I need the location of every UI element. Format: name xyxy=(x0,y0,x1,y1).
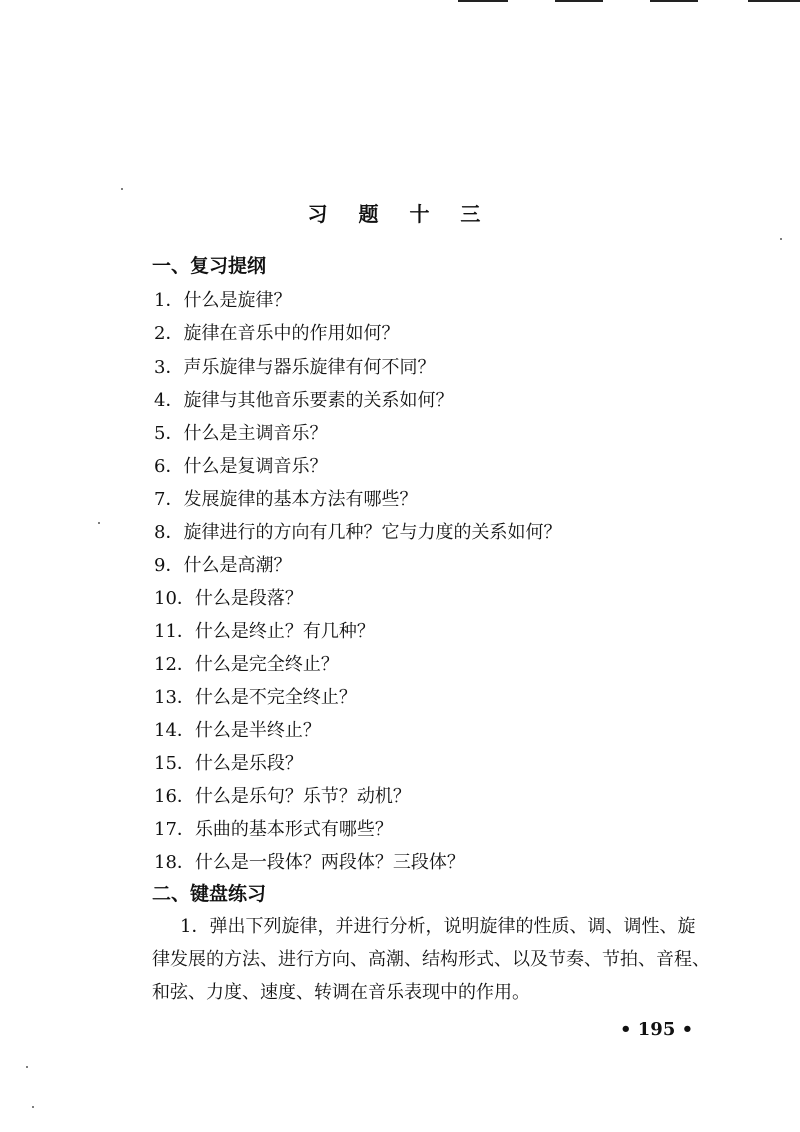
scan-speck xyxy=(121,188,123,190)
question-item: 11．什么是终止？有几种？ xyxy=(154,621,375,642)
scan-speck xyxy=(780,238,782,240)
question-item: 13．什么是不完全终止？ xyxy=(154,687,357,708)
question-item: 8．旋律进行的方向有几种？它与力度的关系如何？ xyxy=(154,522,562,543)
top-rule-4 xyxy=(748,0,800,2)
exercise-paragraph-line: 1．弹出下列旋律，并进行分析，说明旋律的性质、调、调性、旋 xyxy=(180,916,696,937)
question-item: 17．乐曲的基本形式有哪些？ xyxy=(154,819,393,840)
scan-speck xyxy=(32,1106,34,1108)
question-item: 2．旋律在音乐中的作用如何？ xyxy=(154,323,400,344)
question-item: 3．声乐旋律与器乐旋律有何不同？ xyxy=(154,357,436,378)
question-item: 14．什么是半终止？ xyxy=(154,720,321,741)
exercise-title: 习 题 十 三 xyxy=(307,202,493,226)
page-number: • 195 • xyxy=(620,1019,694,1040)
question-item: 18．什么是一段体？两段体？三段体？ xyxy=(154,852,465,873)
question-item: 12．什么是完全终止？ xyxy=(154,654,339,675)
exercise-paragraph-line: 和弦、力度、速度、转调在音乐表现中的作用。 xyxy=(152,982,530,1003)
scan-speck xyxy=(98,522,100,524)
question-item: 1．什么是旋律？ xyxy=(154,290,292,311)
question-item: 16．什么是乐句？乐节？动机？ xyxy=(154,786,411,807)
scan-speck xyxy=(26,1066,28,1068)
section-heading-keyboard-practice: 二、键盘练习 xyxy=(152,883,267,905)
question-item: 15．什么是乐段？ xyxy=(154,753,303,774)
exercise-paragraph-line: 律发展的方法、进行方向、高潮、结构形式、以及节奏、节拍、音程、 xyxy=(152,949,710,970)
question-item: 9．什么是高潮？ xyxy=(154,555,292,576)
section-heading-review-outline: 一、复习提纲 xyxy=(152,255,267,277)
question-item: 6．什么是复调音乐？ xyxy=(154,456,328,477)
question-item: 4．旋律与其他音乐要素的关系如何？ xyxy=(154,390,454,411)
top-rule-1 xyxy=(458,0,508,2)
top-rule-2 xyxy=(555,0,603,2)
question-item: 5．什么是主调音乐？ xyxy=(154,423,328,444)
question-item: 10．什么是段落？ xyxy=(154,588,303,609)
top-rule-3 xyxy=(650,0,698,2)
question-item: 7．发展旋律的基本方法有哪些？ xyxy=(154,489,418,510)
